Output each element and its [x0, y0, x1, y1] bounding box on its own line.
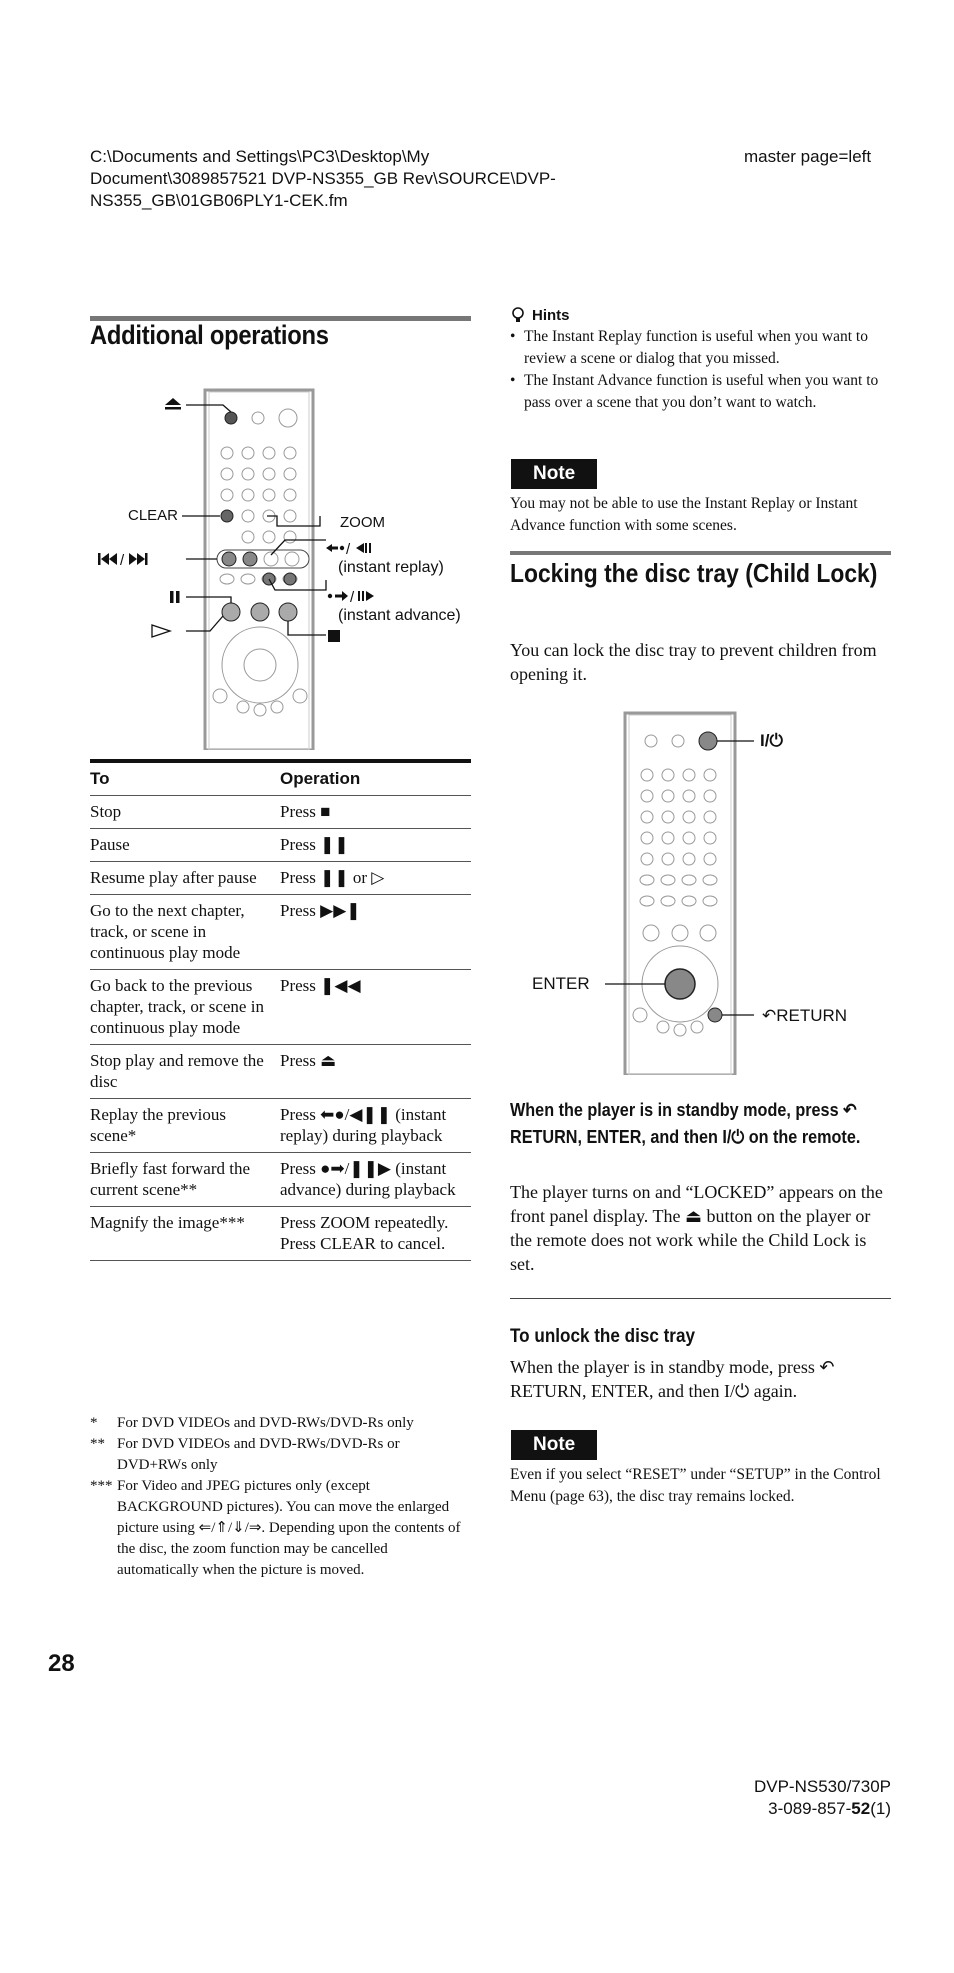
file-path: [90, 146, 650, 212]
cell-op: Press ▶▶❚: [280, 895, 471, 970]
cell-op: Press ⬅●/◀❚❚ (instant replay) during playback: [280, 1099, 471, 1153]
cell-to: Briefly fast forward the current scene**: [90, 1153, 280, 1207]
cell-to: Pause: [90, 829, 280, 862]
cell-to: Magnify the image***: [90, 1207, 280, 1261]
note-text: Even if you select “RESET” under “SETUP” in the Control Menu (page 63), the disc tray remains locked.: [510, 1466, 881, 1505]
svg-text:/: /: [346, 541, 351, 558]
page-title: Additional operations: [90, 320, 329, 350]
cell-op: Press ❚◀◀: [280, 970, 471, 1045]
footnote-mark: **: [90, 1436, 105, 1452]
model-number: DVP-NS530/730P: [753, 1777, 891, 1796]
cell-op: Press ❚❚ or ▷: [280, 862, 471, 895]
intro-text: You can lock the disc tray to prevent children from opening it.: [510, 640, 877, 684]
unlock-title: To unlock the disc tray: [510, 1326, 695, 1347]
footnote: [90, 1413, 471, 1434]
table-row: [90, 970, 471, 1045]
operations-table: [90, 759, 471, 1261]
footnotes: [90, 1413, 471, 1581]
enter-label: ENTER: [532, 974, 590, 993]
table-row: [90, 862, 471, 895]
note-text: You may not be able to use the Instant Replay or Instant Advance function with some scenes.: [510, 495, 858, 534]
footnote-text: For DVD VIDEOs and DVD-RWs/DVD-Rs or DVD+RWs only: [117, 1436, 400, 1473]
step-instruction: When the player is in standby mode, press ↶ RETURN, ENTER, and then I/⏻ on the remote.: [510, 1100, 861, 1147]
cell-op: Press ■: [280, 796, 471, 829]
column-header-operation: Operation: [280, 761, 471, 796]
section-rule: [510, 551, 891, 555]
hints-title: Hints: [532, 306, 570, 324]
table-row: [90, 1207, 471, 1261]
lightbulb-icon: [510, 306, 526, 324]
cell-to: Replay the previous scene*: [90, 1099, 280, 1153]
column-header-to: To: [90, 761, 280, 796]
cell-op: Press ZOOM repeatedly. Press CLEAR to cancel.: [280, 1207, 471, 1261]
table-row: [90, 895, 471, 970]
cell-to: Go to the next chapter, track, or scene in continuous play mode: [90, 895, 280, 970]
step-body: The player turns on and “LOCKED” appears on the front panel display. The ⏏ button on the player or the remote does not work while the Child Lock is set.: [510, 1182, 883, 1274]
unlock-body: When the player is in standby mode, press ↶ RETURN, ENTER, and then I/⏻ again.: [510, 1357, 835, 1401]
cell-op: Press ❚❚: [280, 829, 471, 862]
page-number: 28: [48, 1650, 75, 1677]
table-row: [90, 796, 471, 829]
hint-text: The Instant Replay function is useful when you want to review a scene or dialog that you missed.: [524, 328, 868, 367]
table-header-row: [90, 761, 471, 796]
file-path-line: Document\3089857521 DVP-NS355_GB Rev\SOURCE\DVP-: [90, 169, 556, 188]
note-badge: Note: [511, 459, 597, 489]
clear-label: CLEAR: [128, 507, 179, 524]
footnote-mark: *: [90, 1415, 98, 1431]
svg-text:/: /: [120, 552, 125, 569]
part-code-prefix: 3-089-857-: [768, 1799, 852, 1818]
part-code-bold: 52: [851, 1799, 871, 1818]
list-item: • The Instant Advance function is useful when you want to pass over a scene that you don’t want to watch.: [510, 370, 891, 414]
part-code-suffix: (1): [870, 1799, 891, 1818]
cell-to: Stop play and remove the disc: [90, 1045, 280, 1099]
instant-replay-label: (instant replay): [338, 559, 444, 576]
divider: [510, 1298, 891, 1299]
cell-to: Go back to the previous chapter, track, or scene in continuous play mode: [90, 970, 280, 1045]
footnote-mark: ***: [90, 1478, 113, 1494]
cell-op: Press ●➡/❚❚▶ (instant advance) during playback: [280, 1153, 471, 1207]
footnote-text: For Video and JPEG pictures only (except BACKGROUND pictures). You can move the enlarged picture using ⇐/⇑/⇓/⇒. Depending upon the contents of the disc, the zoom function may be cancelled automatically when the picture is moved.: [117, 1478, 461, 1578]
power-label: I/⏻: [760, 731, 783, 750]
hints-block: [510, 306, 891, 414]
note-badge: Note: [511, 1430, 597, 1460]
section-title: Locking the disc tray (Child Lock): [510, 558, 878, 588]
svg-text:/: /: [350, 589, 355, 606]
table-row: [90, 1099, 471, 1153]
file-path-line: NS355_GB\01GB06PLY1-CEK.fm: [90, 191, 348, 210]
footnote: [90, 1434, 471, 1476]
return-label: ↶RETURN: [762, 1006, 848, 1025]
instant-advance-label: (instant advance): [338, 607, 461, 624]
footnote: [90, 1476, 471, 1581]
part-code: [700, 1798, 891, 1820]
hint-text: The Instant Advance function is useful when you want to pass over a scene that you don’t want to watch.: [524, 372, 879, 411]
file-path-line: C:\Documents and Settings\PC3\Desktop\My: [90, 147, 430, 166]
table-row: [90, 1045, 471, 1099]
table-row: [90, 829, 471, 862]
table-row: [90, 1153, 471, 1207]
zoom-label: ZOOM: [340, 514, 385, 531]
cell-op: Press ⏏: [280, 1045, 471, 1099]
list-item: • The Instant Replay function is useful when you want to review a scene or dialog that you missed.: [510, 326, 891, 370]
master-page-label: master page=left: [744, 147, 872, 166]
footnote-text: For DVD VIDEOs and DVD-RWs/DVD-Rs only: [117, 1415, 414, 1431]
cell-to: Stop: [90, 796, 280, 829]
cell-to: Resume play after pause: [90, 862, 280, 895]
